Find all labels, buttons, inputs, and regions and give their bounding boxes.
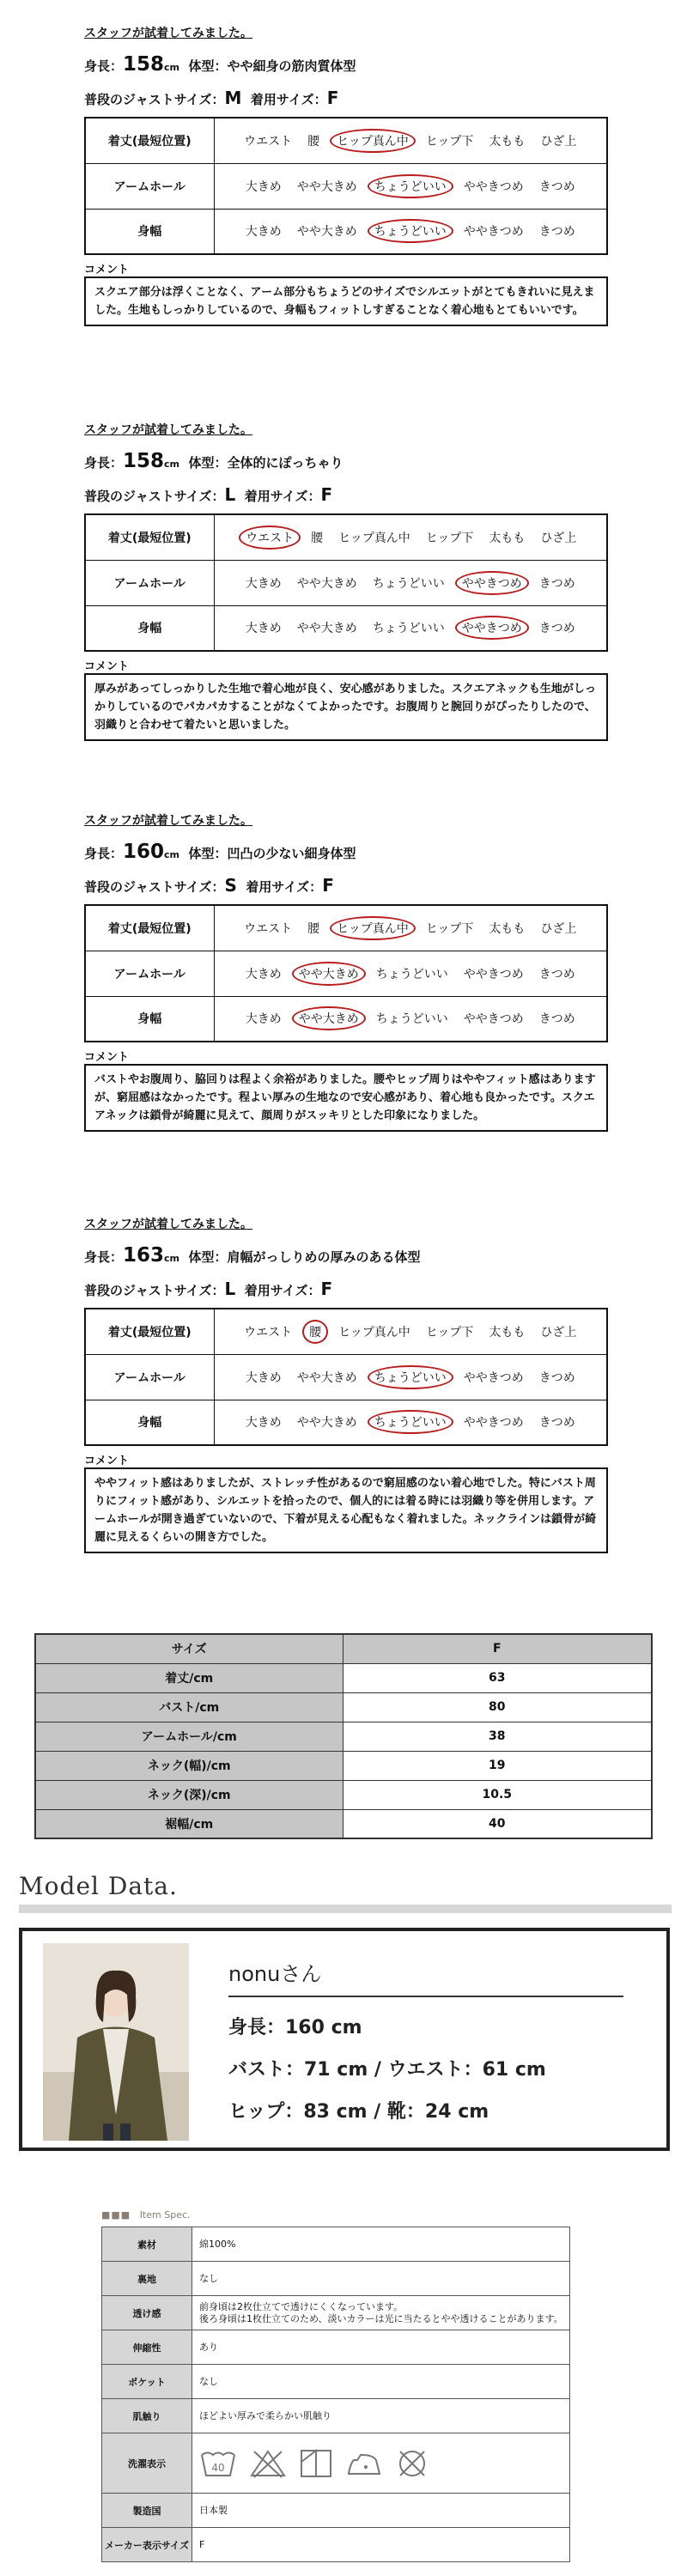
- model-name-divider: [228, 1996, 623, 1997]
- fit-option: きつめ: [538, 1416, 575, 1431]
- size-header-value: F: [343, 1634, 652, 1663]
- fit-option: ひざ上: [540, 134, 577, 149]
- fit-row: [85, 560, 607, 605]
- fit-option: ヒップ真ん中: [338, 531, 410, 545]
- fit-option: きつめ: [538, 967, 575, 981]
- comment-label: コメント: [84, 660, 130, 673]
- worn-size-value: F: [320, 484, 333, 505]
- comment-text: 厚みがあってしっかりした生地で着心地が良く、安心感がありました。スクエアネックも生地がしっかりしているのでパカパカすることがなくてよかったです。お腹周りと腕回りがぴったりしたので、羽織りと合わせて着たいと思いました。: [84, 673, 608, 741]
- fit-option: きつめ: [538, 1012, 575, 1027]
- fit-option-selected: ややきつめ: [455, 616, 529, 640]
- spec-key: 透け感: [102, 2296, 192, 2330]
- type-value: やや細身の筋肉質体型: [227, 58, 356, 74]
- staff-review-4: [84, 1215, 608, 1553]
- fit-option: やや大きめ: [296, 622, 357, 636]
- fit-option: ヒップ下: [425, 1325, 474, 1340]
- fit-option: 大きめ: [245, 622, 282, 636]
- fit-row: [85, 163, 607, 209]
- comment-text: ややフィット感はありましたが、ストレッチ性があるので窮屈感のない着心地でした。特にバスト周りにフィット感があり、シルエットを拾ったので、個人的には着る時には羽織り等を併用します。アームホールが開き過ぎていないので、下着が見える心配もなく着れました。ネックラインは鎖骨が綺麗に見えるくらいの開き方でした。: [84, 1467, 608, 1553]
- spec-key: 洗濯表示: [102, 2433, 192, 2494]
- fit-row-label: 着丈(最短位置): [85, 1309, 214, 1354]
- fit-option: ヒップ真ん中: [338, 1325, 410, 1340]
- spec-row: [102, 2433, 570, 2494]
- size-row-label: ネック(幅)/cm: [35, 1751, 343, 1780]
- spec-value: 綿100%: [192, 2227, 570, 2262]
- staff-review-1: [84, 24, 608, 326]
- spec-row: [102, 2262, 570, 2296]
- spec-value: 日本製: [192, 2494, 570, 2528]
- fit-row: [85, 1309, 607, 1354]
- fit-options: [214, 951, 607, 996]
- spec-value: なし: [192, 2262, 570, 2296]
- fit-option: やや大きめ: [296, 179, 357, 194]
- spec-key: 製造国: [102, 2494, 192, 2528]
- fit-option-selected: ウエスト: [239, 526, 301, 550]
- fit-option: きつめ: [538, 622, 575, 636]
- worn-size-label: 着用サイズ：: [244, 1283, 321, 1298]
- fit-option: 大きめ: [245, 1012, 282, 1027]
- size-table-header: [35, 1634, 652, 1663]
- fit-option: ひざ上: [540, 1325, 577, 1340]
- staff-tried-heading: スタッフが試着してみました。: [84, 814, 252, 828]
- type-label: 体型：: [188, 1249, 228, 1265]
- type-value: 全体的にぽっちゃり: [227, 455, 344, 471]
- fit-option: ヒップ下: [425, 921, 474, 936]
- fit-row: [85, 951, 607, 996]
- usual-size-label: 普段のジャストサイズ：: [84, 879, 225, 895]
- staff-body-line: [84, 450, 608, 472]
- fit-option: やや大きめ: [296, 1370, 357, 1385]
- spec-value: なし: [192, 2365, 570, 2399]
- height-label: 身長：: [84, 58, 124, 74]
- spec-key: 肌触り: [102, 2399, 192, 2433]
- height-value: 158: [123, 53, 165, 76]
- fit-option-selected: 腰: [302, 1320, 328, 1344]
- fit-table: [84, 117, 608, 255]
- fit-option: 太もも: [489, 134, 526, 149]
- spec-row: [102, 2330, 570, 2365]
- worn-size-label: 着用サイズ：: [250, 92, 327, 107]
- fit-option: 大きめ: [245, 1416, 282, 1431]
- fit-option: やや大きめ: [296, 1416, 357, 1431]
- fit-option-selected: ちょうどいい: [368, 219, 453, 243]
- fit-row: [85, 514, 607, 560]
- fit-options: [214, 560, 607, 605]
- spec-row: [102, 2296, 570, 2330]
- fit-row: [85, 118, 607, 163]
- fit-row: [85, 209, 607, 254]
- usual-size-label: 普段のジャストサイズ：: [84, 92, 225, 107]
- size-header-label: サイズ: [35, 1634, 343, 1663]
- fit-row: [85, 1354, 607, 1400]
- height-unit: cm: [164, 1253, 180, 1264]
- size-row-label: ネック(深)/cm: [35, 1780, 343, 1809]
- model-photo: [43, 1943, 189, 2141]
- fit-option: 大きめ: [245, 1370, 282, 1385]
- type-label: 体型：: [188, 455, 228, 471]
- fit-option-selected: ヒップ真ん中: [330, 129, 416, 153]
- usual-size-value: L: [224, 484, 236, 505]
- fit-options: [214, 905, 607, 951]
- fit-option: ひざ上: [540, 531, 577, 545]
- spec-row: [102, 2365, 570, 2399]
- comment-text: スクエア部分は浮くことなく、アーム部分もちょうどのサイズでシルエットがとてもきれいに見えました。生地もしっかりしているので、身幅もフィットしすぎることなく着心地もとてもいいです。: [84, 276, 608, 326]
- staff-size-line: [84, 484, 608, 505]
- fit-option: 大きめ: [245, 225, 282, 240]
- model-bust-waist: バスト：71 cm / ウエスト：61 cm: [228, 2059, 546, 2081]
- fit-option: 太もも: [489, 921, 526, 936]
- fit-table: [84, 904, 608, 1042]
- fit-row-label: 着丈(最短位置): [85, 118, 214, 163]
- spec-row: [102, 2227, 570, 2262]
- fit-option: 大きめ: [245, 179, 282, 194]
- fit-option: ちょうどいい: [375, 1012, 448, 1027]
- usual-size-label: 普段のジャストサイズ：: [84, 489, 225, 504]
- model-data-title: Model Data.: [19, 1872, 178, 1900]
- staff-tried-heading: スタッフが試着してみました。: [84, 423, 252, 437]
- fit-row-label: アームホール: [85, 951, 214, 996]
- spec-key: メーカー表示サイズ: [102, 2528, 192, 2562]
- spec-row: [102, 2494, 570, 2528]
- fit-option: きつめ: [538, 576, 575, 591]
- staff-body-line: [84, 841, 608, 863]
- no-bleach-icon: [249, 2458, 299, 2469]
- fit-options: [214, 514, 607, 560]
- fit-option: ひざ上: [540, 921, 577, 936]
- type-label: 体型：: [188, 58, 228, 74]
- fit-option: ややきつめ: [463, 1370, 524, 1385]
- spec-key: ポケット: [102, 2365, 192, 2399]
- fit-option-selected: ちょうどいい: [368, 174, 453, 198]
- height-label: 身長：: [84, 1249, 124, 1265]
- size-row: [35, 1663, 652, 1692]
- fit-table: [84, 1308, 608, 1446]
- spec-value: ほどよい厚みで柔らかい肌触り: [192, 2399, 570, 2433]
- fit-option: ウエスト: [244, 134, 293, 149]
- fit-option-selected: やや大きめ: [292, 1006, 366, 1030]
- size-row-value: 10.5: [343, 1780, 652, 1809]
- staff-size-line: [84, 1279, 608, 1299]
- staff-size-line: [84, 88, 608, 108]
- spec-title-ornament: ■■■: [101, 2209, 131, 2221]
- fit-row: [85, 905, 607, 951]
- comment-label: コメント: [84, 1051, 130, 1064]
- model-title-rule: [19, 1905, 672, 1913]
- fit-row-label: アームホール: [85, 163, 214, 209]
- usual-size-value: L: [224, 1279, 236, 1299]
- fit-row-label: 身幅: [85, 209, 214, 254]
- fit-option-selected: やや大きめ: [292, 962, 366, 986]
- spec-value: あり: [192, 2330, 570, 2365]
- fit-options: [214, 209, 607, 254]
- item-spec-title: [101, 2209, 191, 2221]
- size-row: [35, 1751, 652, 1780]
- spec-title-text: Item Spec.: [139, 2209, 191, 2221]
- fit-option: 大きめ: [245, 576, 282, 591]
- fit-option: ややきつめ: [463, 225, 524, 240]
- fit-option: 太もも: [489, 1325, 526, 1340]
- worn-size-value: F: [322, 875, 334, 896]
- fit-options: [214, 1354, 607, 1400]
- height-label: 身長：: [84, 455, 124, 471]
- height-unit: cm: [164, 459, 180, 470]
- hang-dry-icon: [299, 2458, 345, 2469]
- svg-text:40: 40: [211, 2461, 225, 2474]
- height-unit: cm: [164, 849, 180, 860]
- fit-options: [214, 1309, 607, 1354]
- fit-option: ややきつめ: [463, 1012, 524, 1027]
- worn-size-label: 着用サイズ：: [244, 489, 321, 504]
- fit-options: [214, 1400, 607, 1445]
- fit-row-label: 身幅: [85, 1400, 214, 1445]
- size-row: [35, 1780, 652, 1809]
- fit-options: [214, 163, 607, 209]
- no-dryclean-icon: [395, 2458, 441, 2469]
- fit-option: ウエスト: [244, 1325, 293, 1340]
- usual-size-value: M: [224, 88, 242, 108]
- size-row-value: 80: [343, 1692, 652, 1722]
- model-data-box: [19, 1928, 670, 2151]
- size-row-value: 63: [343, 1663, 652, 1692]
- staff-tried-heading: スタッフが試着してみました。: [84, 27, 252, 40]
- staff-body-line: [84, 53, 608, 76]
- spec-row: [102, 2399, 570, 2433]
- fit-row: [85, 1400, 607, 1445]
- fit-row-label: 着丈(最短位置): [85, 514, 214, 560]
- comment-label: コメント: [84, 264, 130, 276]
- fit-option-selected: ややきつめ: [455, 571, 529, 595]
- type-value: 肩幅がっしりめの厚みのある体型: [227, 1249, 421, 1265]
- size-row-label: アームホール/cm: [35, 1722, 343, 1751]
- fit-option: きつめ: [538, 1370, 575, 1385]
- fit-option: きつめ: [538, 225, 575, 240]
- care-icons: [192, 2433, 570, 2494]
- fit-option: ちょうどいい: [372, 576, 445, 591]
- fit-option-selected: ちょうどいい: [368, 1410, 453, 1434]
- fit-option: やや大きめ: [296, 225, 357, 240]
- usual-size-value: S: [224, 875, 237, 896]
- size-row-label: 裾幅/cm: [35, 1809, 343, 1838]
- fit-options: [214, 118, 607, 163]
- fit-row-label: 身幅: [85, 996, 214, 1042]
- worn-size-value: F: [326, 88, 339, 108]
- size-row: [35, 1722, 652, 1751]
- fit-option: 大きめ: [245, 967, 282, 981]
- wash-40-icon: [199, 2458, 249, 2474]
- size-row-label: 着丈/cm: [35, 1663, 343, 1692]
- comment-text: バストやお腹周り、脇回りは程よく余裕がありました。腰やヒップ周りはややフィット感はありますが、窮屈感はなかったです。程よい厚みの生地なので安心感があり、着心地も良かったです。スクエアネックは鎖骨が綺麗に見えて、顔周りがスッキリとした印象になりました。: [84, 1064, 608, 1132]
- model-name: nonuさん: [228, 1962, 322, 1986]
- staff-tried-heading: スタッフが試着してみました。: [84, 1218, 252, 1231]
- fit-row-label: 身幅: [85, 605, 214, 651]
- fit-option: ヒップ下: [425, 134, 474, 149]
- size-row-value: 19: [343, 1751, 652, 1780]
- fit-option: 腰: [307, 921, 320, 936]
- fit-option: ややきつめ: [463, 179, 524, 194]
- fit-row-label: 着丈(最短位置): [85, 905, 214, 951]
- spec-value: F: [192, 2528, 570, 2562]
- staff-review-3: [84, 811, 608, 1132]
- fit-option: 腰: [311, 531, 324, 545]
- size-row-value: 38: [343, 1722, 652, 1751]
- fit-option: 太もも: [489, 531, 526, 545]
- height-label: 身長：: [84, 846, 124, 861]
- fit-option: ちょうどいい: [372, 622, 445, 636]
- model-hip-shoe: ヒップ：83 cm / 靴：24 cm: [228, 2101, 489, 2123]
- iron-low-icon: [345, 2458, 395, 2469]
- worn-size-value: F: [320, 1279, 333, 1299]
- size-row-value: 40: [343, 1809, 652, 1838]
- size-table: [34, 1633, 653, 1839]
- fit-row: [85, 996, 607, 1042]
- fit-option: ややきつめ: [463, 1416, 524, 1431]
- fit-option: ウエスト: [244, 921, 293, 936]
- fit-table: [84, 513, 608, 652]
- size-row: [35, 1692, 652, 1722]
- comment-label: コメント: [84, 1455, 130, 1467]
- fit-option: やや大きめ: [296, 576, 357, 591]
- usual-size-label: 普段のジャストサイズ：: [84, 1283, 225, 1298]
- spec-value: 前身頃は2枚仕立てで透けにくくなっています。 後ろ身頃は1枚仕立てのため、淡いカラーは光に当たるとやや透けることがあります。: [192, 2296, 570, 2330]
- height-value: 160: [123, 841, 165, 863]
- fit-option-selected: ちょうどいい: [368, 1365, 453, 1389]
- fit-options: [214, 996, 607, 1042]
- fit-option: ちょうどいい: [375, 967, 448, 981]
- model-info: [228, 1957, 623, 2123]
- fit-row: [85, 605, 607, 651]
- size-row-label: バスト/cm: [35, 1692, 343, 1722]
- fit-option: ヒップ下: [425, 531, 474, 545]
- spec-key: 伸縮性: [102, 2330, 192, 2365]
- fit-option: きつめ: [538, 179, 575, 194]
- fit-option: 腰: [307, 134, 320, 149]
- fit-options: [214, 605, 607, 651]
- fit-option: ややきつめ: [463, 967, 524, 981]
- model-height: 身長：160 cm: [228, 2017, 362, 2038]
- worn-size-label: 着用サイズ：: [246, 879, 323, 895]
- staff-review-2: [84, 421, 608, 741]
- type-label: 体型：: [188, 846, 228, 861]
- spec-key: 裏地: [102, 2262, 192, 2296]
- height-value: 163: [123, 1244, 165, 1267]
- type-value: 凹凸の少ない細身体型: [227, 846, 356, 861]
- fit-option-selected: ヒップ真ん中: [330, 916, 416, 940]
- height-value: 158: [123, 450, 165, 472]
- staff-size-line: [84, 875, 608, 896]
- spec-key: 素材: [102, 2227, 192, 2262]
- size-row: [35, 1809, 652, 1838]
- height-unit: cm: [164, 62, 180, 73]
- staff-body-line: [84, 1244, 608, 1267]
- item-spec-table: [101, 2227, 570, 2562]
- fit-row-label: アームホール: [85, 560, 214, 605]
- fit-row-label: アームホール: [85, 1354, 214, 1400]
- spec-row: [102, 2528, 570, 2562]
